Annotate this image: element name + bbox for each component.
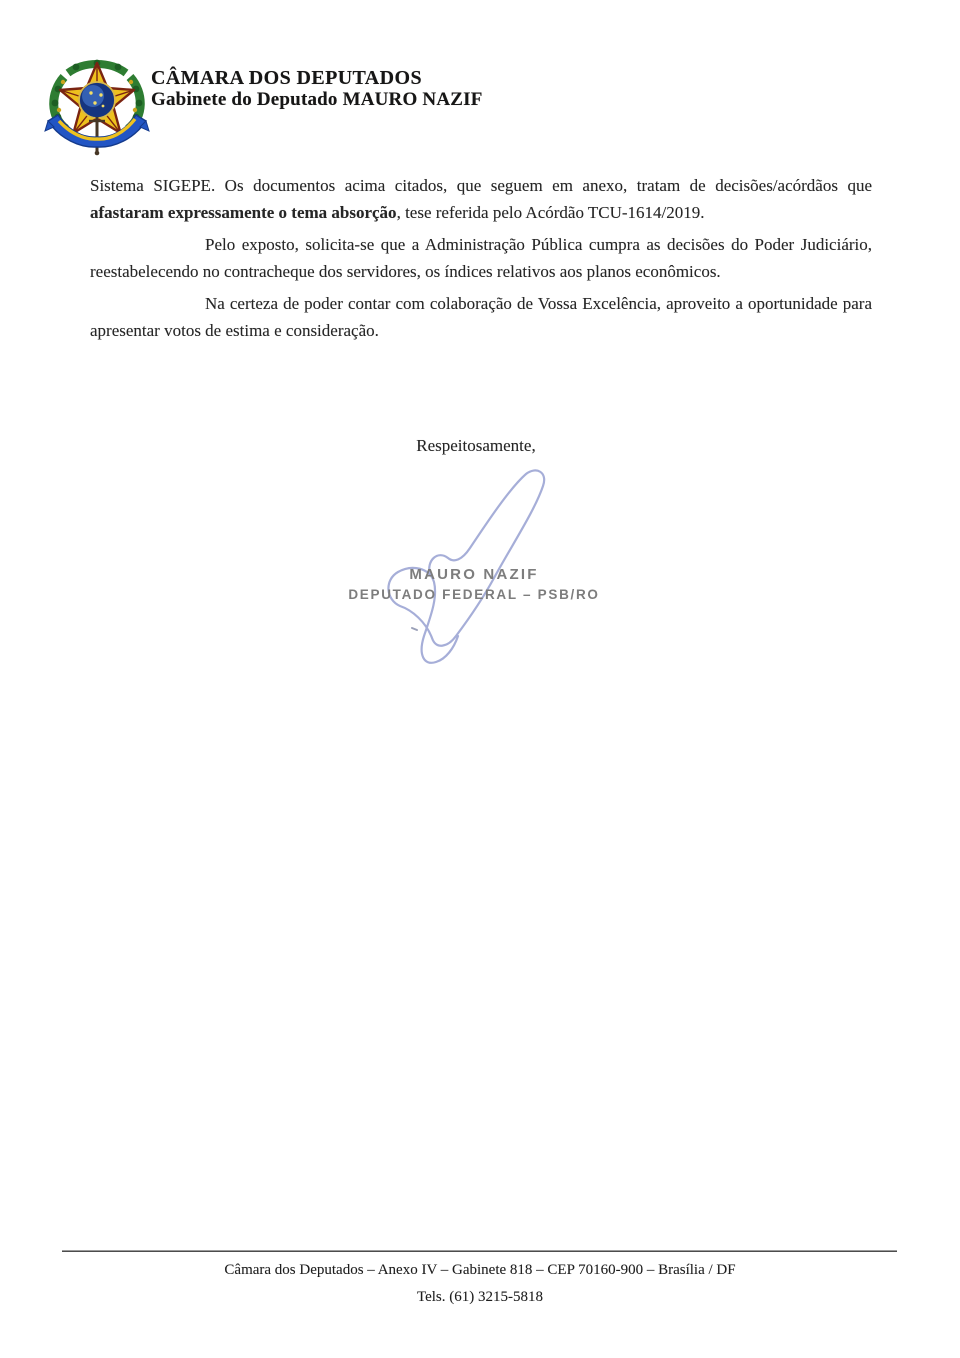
letterhead [44,55,483,158]
closing-salutation: Respeitosamente, [416,436,536,455]
paragraph-1 [90,172,872,226]
paragraph-2: Pelo exposto, solicita-se que a Administração Pública cumpra as decisões do Poder Judiciário, reestabelecendo no contracheque dos servidores, os índices relativos aos planos econômicos. [90,235,872,281]
letterhead-text [150,55,483,110]
paragraph-1-bold: afastaram expressamente o tema absorção [90,203,397,222]
signature-block [0,566,948,602]
signer-title: DEPUTADO FEDERAL – PSB/RO [348,587,600,602]
footer-phone: Tels. (61) 3215-5818 [416,1289,543,1305]
brazil-coat-of-arms-icon [44,55,150,158]
org-name: CÂMARA DOS DEPUTADOS [151,67,422,89]
paragraph-1-tail: , tese referida pelo Acórdão TCU-1614/2019. [396,203,705,222]
paragraph-1-text: Sistema SIGEPE. Os documentos acima citados, que seguem em anexo, tratam de decisões/acórdãos que [90,176,872,195]
handwritten-signature [360,450,600,680]
office-name: Gabinete do Deputado MAURO NAZIF [151,89,483,110]
letter-body [90,172,872,349]
signer-name: MAURO NAZIF [409,566,539,583]
footer-divider [62,1250,897,1252]
paragraph-3: Na certeza de poder contar com colaboração de Vossa Excelência, aproveito a oportunidade para apresentar votos de estima e consideração. [90,294,872,340]
footer-address: Câmara dos Deputados – Anexo IV – Gabinete 818 – CEP 70160-900 – Brasília / DF [224,1262,736,1278]
